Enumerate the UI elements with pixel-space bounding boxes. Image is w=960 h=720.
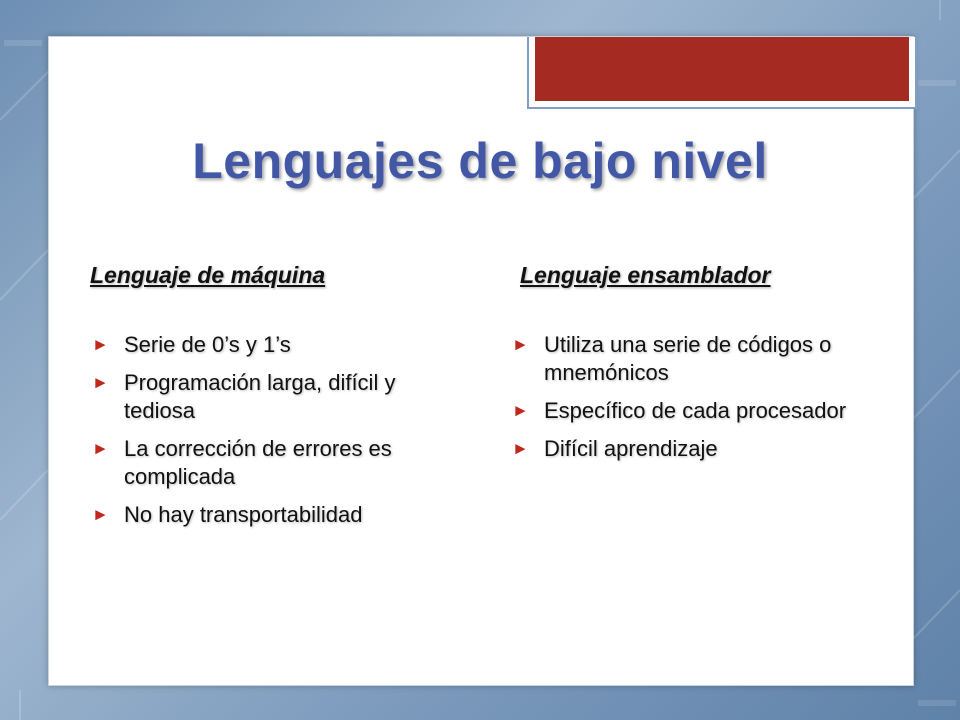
list-item-text: No hay transportabilidad [124, 502, 363, 527]
bullet-list-machine [90, 331, 450, 529]
triangle-right-icon: ► [92, 505, 109, 524]
accent-tab-fill [535, 37, 909, 101]
list-item-text: La corrección de errores es complicada [124, 436, 392, 489]
triangle-right-icon: ► [92, 335, 109, 354]
list-item [90, 331, 450, 359]
list-item [510, 435, 890, 463]
triangle-right-icon: ► [512, 439, 529, 458]
list-item [510, 397, 890, 425]
triangle-right-icon: ► [92, 373, 109, 392]
list-item [510, 331, 890, 387]
list-item-text: Difícil aprendizaje [544, 436, 718, 461]
slide-title: Lenguajes de bajo nivel [192, 133, 768, 189]
column-heading-machine: Lenguaje de máquina [90, 262, 326, 288]
triangle-right-icon: ► [512, 401, 529, 420]
list-item-text: Específico de cada procesador [544, 398, 847, 423]
column-machine-language [90, 262, 450, 539]
list-item [90, 501, 450, 529]
list-item-text: Utiliza una serie de códigos o mnemónicos [544, 332, 832, 385]
list-item [90, 369, 450, 425]
list-item-text: Programación larga, difícil y tediosa [124, 370, 396, 423]
bullet-list-assembly [510, 331, 890, 463]
list-item-text: Serie de 0’s y 1’s [124, 332, 291, 357]
triangle-right-icon: ► [512, 335, 529, 354]
triangle-right-icon: ► [92, 439, 109, 458]
list-item [90, 435, 450, 491]
column-assembly-language [510, 262, 890, 473]
accent-tab [527, 37, 917, 109]
column-heading-assembly: Lenguaje ensamblador [520, 262, 771, 288]
